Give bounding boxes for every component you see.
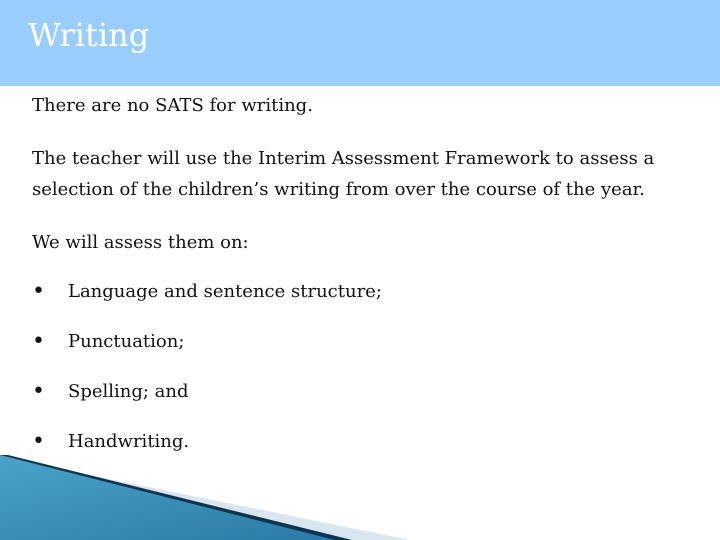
bullet-icon: •	[32, 279, 45, 304]
bullet-icon: •	[32, 379, 45, 404]
bullet-icon: •	[32, 429, 45, 454]
list-item-label: Spelling; and	[68, 381, 189, 402]
list-item	[32, 276, 382, 326]
teacher-paragraph: The teacher will use the Interim Assessment Framework to assess a selection of the children’s writing from over the course of the year.	[32, 148, 655, 200]
list-item	[32, 426, 382, 476]
bullet-icon: •	[32, 329, 45, 354]
intro-text: There are no SATS for writing.	[32, 95, 313, 116]
list-item	[32, 326, 382, 376]
assessment-list	[32, 276, 382, 476]
list-item-label: Language and sentence structure;	[68, 281, 382, 302]
list-item	[32, 376, 382, 426]
list-item-label: Handwriting.	[68, 431, 190, 452]
list-item-label: Punctuation;	[68, 331, 185, 352]
slide-title: Writing	[28, 16, 150, 54]
title-bar	[0, 0, 720, 86]
assess-intro: We will assess them on:	[32, 232, 249, 253]
